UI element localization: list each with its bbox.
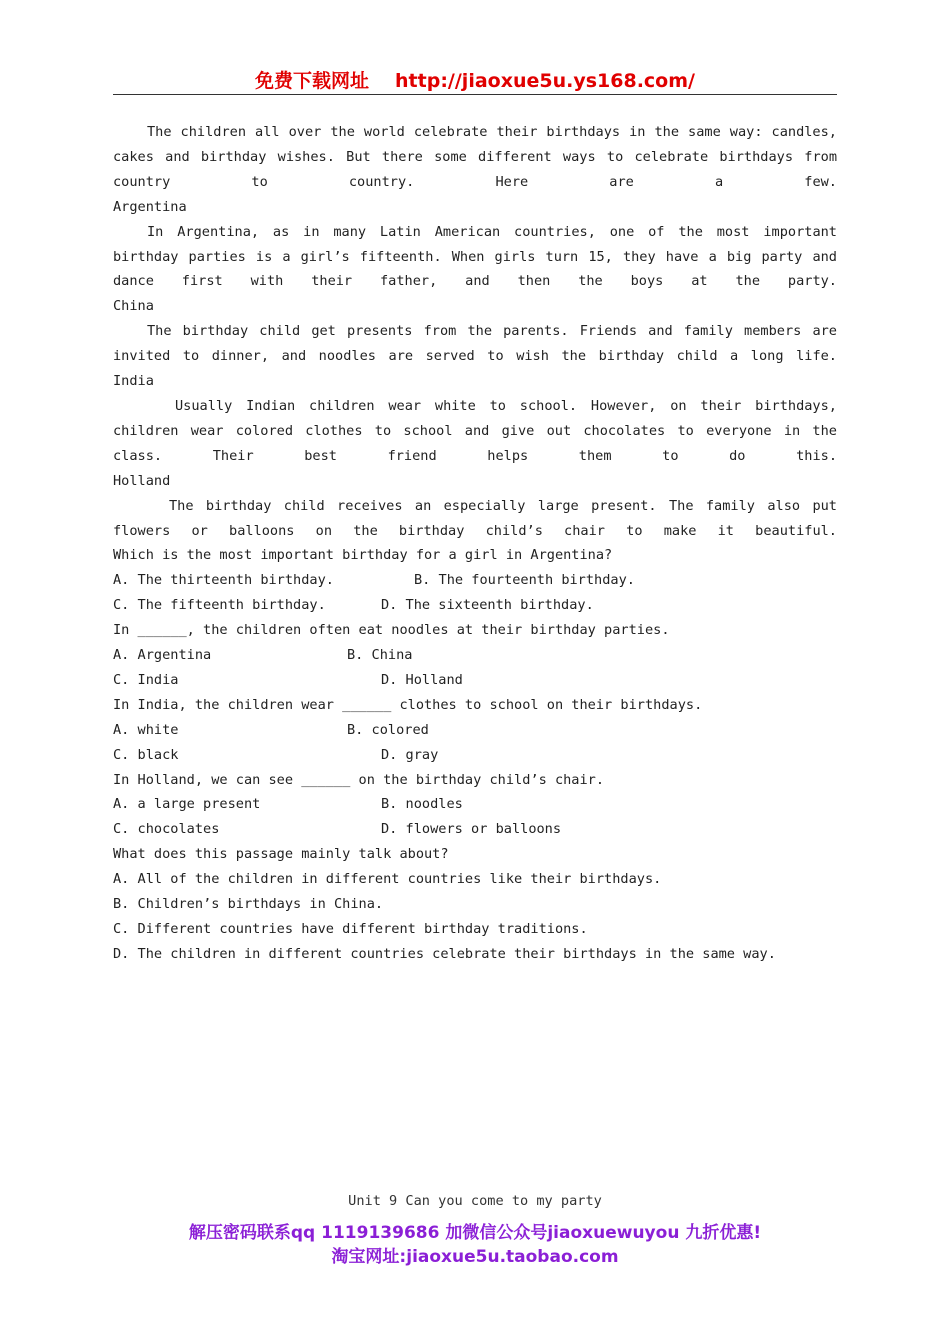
option-b: B. colored <box>347 721 429 738</box>
header-label: 免费下载网址 <box>255 70 370 92</box>
section-text-argentina: In Argentina, as in many Latin American countries, one of the most important birthday parties is a girl’s fifteenth. When girls turn 15, they have a big party and dance first with their father, and then the boys at the party. <box>113 223 837 290</box>
options-row <box>113 718 837 743</box>
option-c: C. The fifteenth birthday. <box>113 597 326 614</box>
option-a: A. Argentina <box>113 647 212 664</box>
question-stem: In Holland, we can see ______ on the birthday child’s chair. <box>113 771 605 788</box>
option-c: C. chocolates <box>113 821 220 838</box>
section-heading-india: India <box>113 373 154 390</box>
options-row <box>113 817 837 842</box>
option-c: C. black <box>113 746 179 763</box>
option-d: D. flowers or balloons <box>381 821 562 838</box>
question-stem: In India, the children wear ______ clothes to school on their birthdays. <box>113 696 703 713</box>
document-body <box>113 120 837 967</box>
passage-intro: The children all over the world celebrate their birthdays in the same way: candles, cakes and birthday wishes. But there some different ways to celebrate birthdays from country to country. Here are a few. <box>113 124 837 190</box>
section-heading-argentina: Argentina <box>113 198 187 215</box>
option-d: D. The sixteenth birthday. <box>381 597 594 614</box>
question-stem: What does this passage mainly talk about? <box>113 846 449 863</box>
footer-contact-line: 解压密码联系qq 1119139686 加微信公众号jiaoxuewuyou 九折优惠! <box>188 1223 762 1243</box>
section-text-china: The birthday child get presents from the parents. Friends and family members are invited to dinner, and noodles are served to wish the birthday child a long life. <box>113 323 837 365</box>
options-row <box>113 568 837 593</box>
option-d: D. Holland <box>381 671 463 688</box>
options-row <box>113 792 837 817</box>
option-a: A. All of the children in different countries like their birthdays. <box>113 871 662 888</box>
section-heading-china: China <box>113 298 154 315</box>
option-b: B. noodles <box>381 796 463 813</box>
option-d: D. gray <box>381 746 439 763</box>
options-row <box>113 593 837 618</box>
section-heading-holland: Holland <box>113 472 171 489</box>
option-c: C. India <box>113 671 179 688</box>
option-a: A. white <box>113 721 179 738</box>
option-b: B. Children’s birthdays in China. <box>113 896 384 913</box>
question-stem: Which is the most important birthday for a girl in Argentina? <box>113 547 613 564</box>
page-header <box>113 66 837 95</box>
options-row <box>113 743 837 768</box>
options-row <box>113 668 837 693</box>
option-d: D. The children in different countries celebrate their birthdays in the same way. <box>113 945 776 962</box>
option-c: C. Different countries have different birthday traditions. <box>113 921 588 937</box>
options-row <box>113 643 837 668</box>
header-url-link[interactable]: http://jiaoxue5u.ys168.com/ <box>395 70 695 92</box>
question-stem: In ______, the children often eat noodles at their birthday parties. <box>113 622 670 639</box>
section-text-india: Usually Indian children wear white to school. However, on their birthdays, children wear colored clothes to school and give out chocolates to everyone in the class. Their best friend helps them to do this. <box>113 397 837 464</box>
option-b: B. The fourteenth birthday. <box>414 572 635 589</box>
option-b: B. China <box>347 647 413 664</box>
unit-title: Unit 9 Can you come to my party <box>348 1193 602 1209</box>
footer-shop-link[interactable]: 淘宝网址:jiaoxue5u.taobao.com <box>331 1247 619 1267</box>
option-a: A. The thirteenth birthday. <box>113 572 334 589</box>
option-a: A. a large present <box>113 796 261 813</box>
section-text-holland: The birthday child receives an especially large present. The family also put flowers or balloons on the birthday child’s chair to make it beautiful. <box>113 497 837 539</box>
